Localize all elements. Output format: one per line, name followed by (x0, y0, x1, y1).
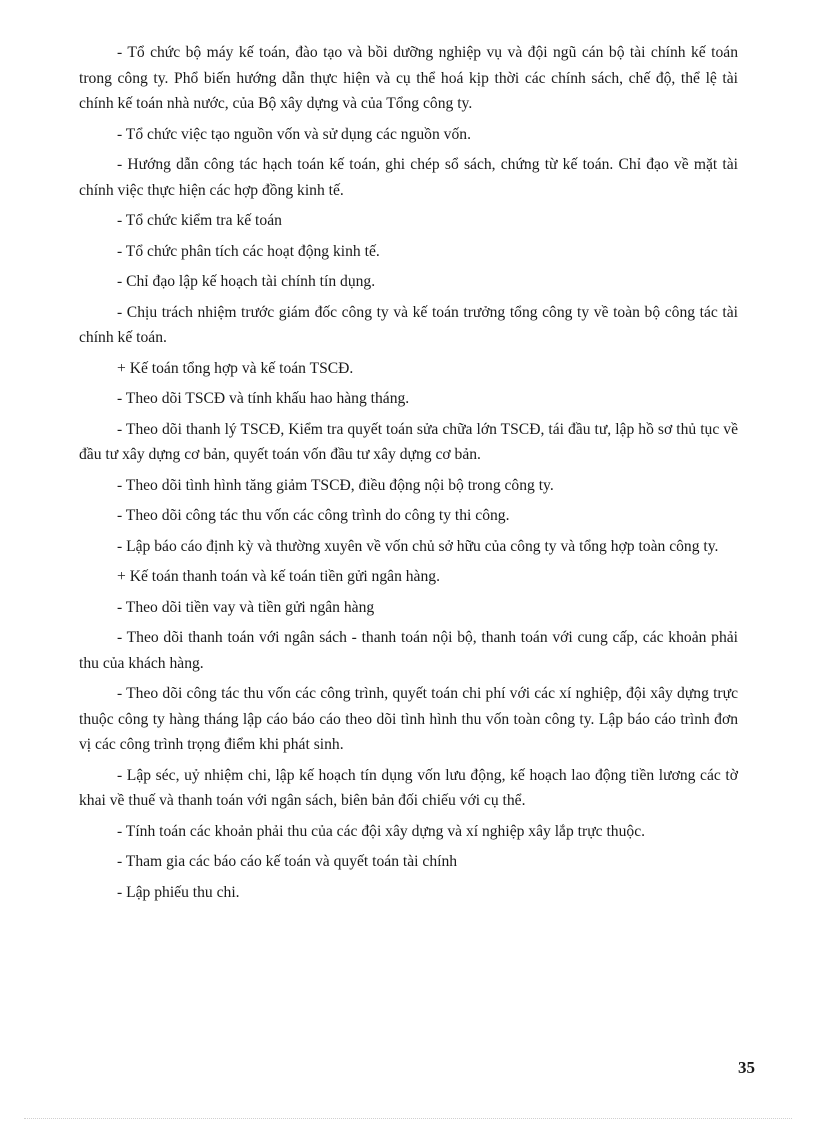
document-body (79, 40, 738, 910)
paragraph: - Hướng dẫn công tác hạch toán kế toán, ghi chép sổ sách, chứng từ kế toán. Chỉ đạo về mặt tài chính việc thực hiện các hợp đồng kinh tế. (79, 156, 738, 199)
page-bottom-divider (24, 1118, 792, 1119)
paragraph: - Lập báo cáo định kỳ và thường xuyên về vốn chủ sở hữu của công ty và tổng hợp toàn công ty. (117, 537, 719, 555)
paragraph: - Lập séc, uỷ nhiệm chi, lập kế hoạch tín dụng vốn lưu động, kế hoạch lao động tiền lương các tờ khai về thuế và thanh toán với ngân sách, biên bản đối chiếu với cụ thể. (79, 766, 738, 809)
section-heading: + Kế toán tổng hợp và kế toán TSCĐ. (117, 359, 354, 377)
paragraph: - Theo dõi thanh lý TSCĐ, Kiểm tra quyết toán sửa chữa lớn TSCĐ, tái đầu tư, lập hồ sơ thủ tục về đầu tư xây dựng cơ bản, quyết toán vốn đầu tư xây dựng cơ bản. (79, 420, 738, 463)
paragraph: - Tham gia các báo cáo kế toán và quyết toán tài chính (117, 853, 458, 870)
paragraph: - Theo dõi tình hình tăng giảm TSCĐ, điều động nội bộ trong công ty. (117, 476, 554, 494)
paragraph: - Lập phiếu thu chi. (117, 883, 240, 901)
paragraph: - Tổ chức việc tạo nguồn vốn và sử dụng các nguồn vốn. (117, 125, 471, 143)
paragraph: - Theo dõi công tác thu vốn các công trình, quyết toán chi phí với các xí nghiệp, đội xây dựng trực thuộc công ty hàng tháng lập cáo báo cáo theo dõi tình hình thu vốn toàn công ty. Lập báo cáo trình đơn vị các công trình trọng điểm khi phát sinh. (79, 685, 738, 753)
paragraph: - Theo dõi thanh toán với ngân sách - thanh toán nội bộ, thanh toán với cung cấp, các khoản phải thu của khách hàng. (79, 629, 738, 672)
paragraph: - Theo dõi TSCĐ và tính khấu hao hàng tháng. (117, 390, 410, 407)
section-heading: + Kế toán thanh toán và kế toán tiền gửi ngân hàng. (117, 568, 440, 585)
paragraph: - Theo dõi công tác thu vốn các công trình do công ty thi công. (117, 507, 510, 524)
paragraph: - Tính toán các khoản phải thu của các đội xây dựng và xí nghiệp xây lắp trực thuộc. (117, 822, 646, 840)
paragraph: - Chỉ đạo lập kế hoạch tài chính tín dụng. (117, 273, 376, 290)
paragraph: - Tổ chức bộ máy kế toán, đào tạo và bồi dưỡng nghiệp vụ và đội ngũ cán bộ tài chính kế toán trong công ty. Phổ biến hướng dẫn thực hiện và cụ thể hoá kịp thời các chính sách, chế độ, thể lệ tài chính kế toán nhà nước, của Bộ xây dựng và của Tổng công ty. (79, 44, 738, 112)
page-number: 35 (738, 1058, 755, 1077)
paragraph: - Chịu trách nhiệm trước giám đốc công ty và kế toán trưởng tổng công ty về toàn bộ công tác tài chính kế toán. (79, 303, 738, 346)
paragraph: - Tổ chức kiểm tra kế toán (117, 212, 282, 229)
paragraph: - Tổ chức phân tích các hoạt động kinh tế. (117, 242, 380, 260)
paragraph: - Theo dõi tiền vay và tiền gửi ngân hàng (117, 598, 375, 616)
